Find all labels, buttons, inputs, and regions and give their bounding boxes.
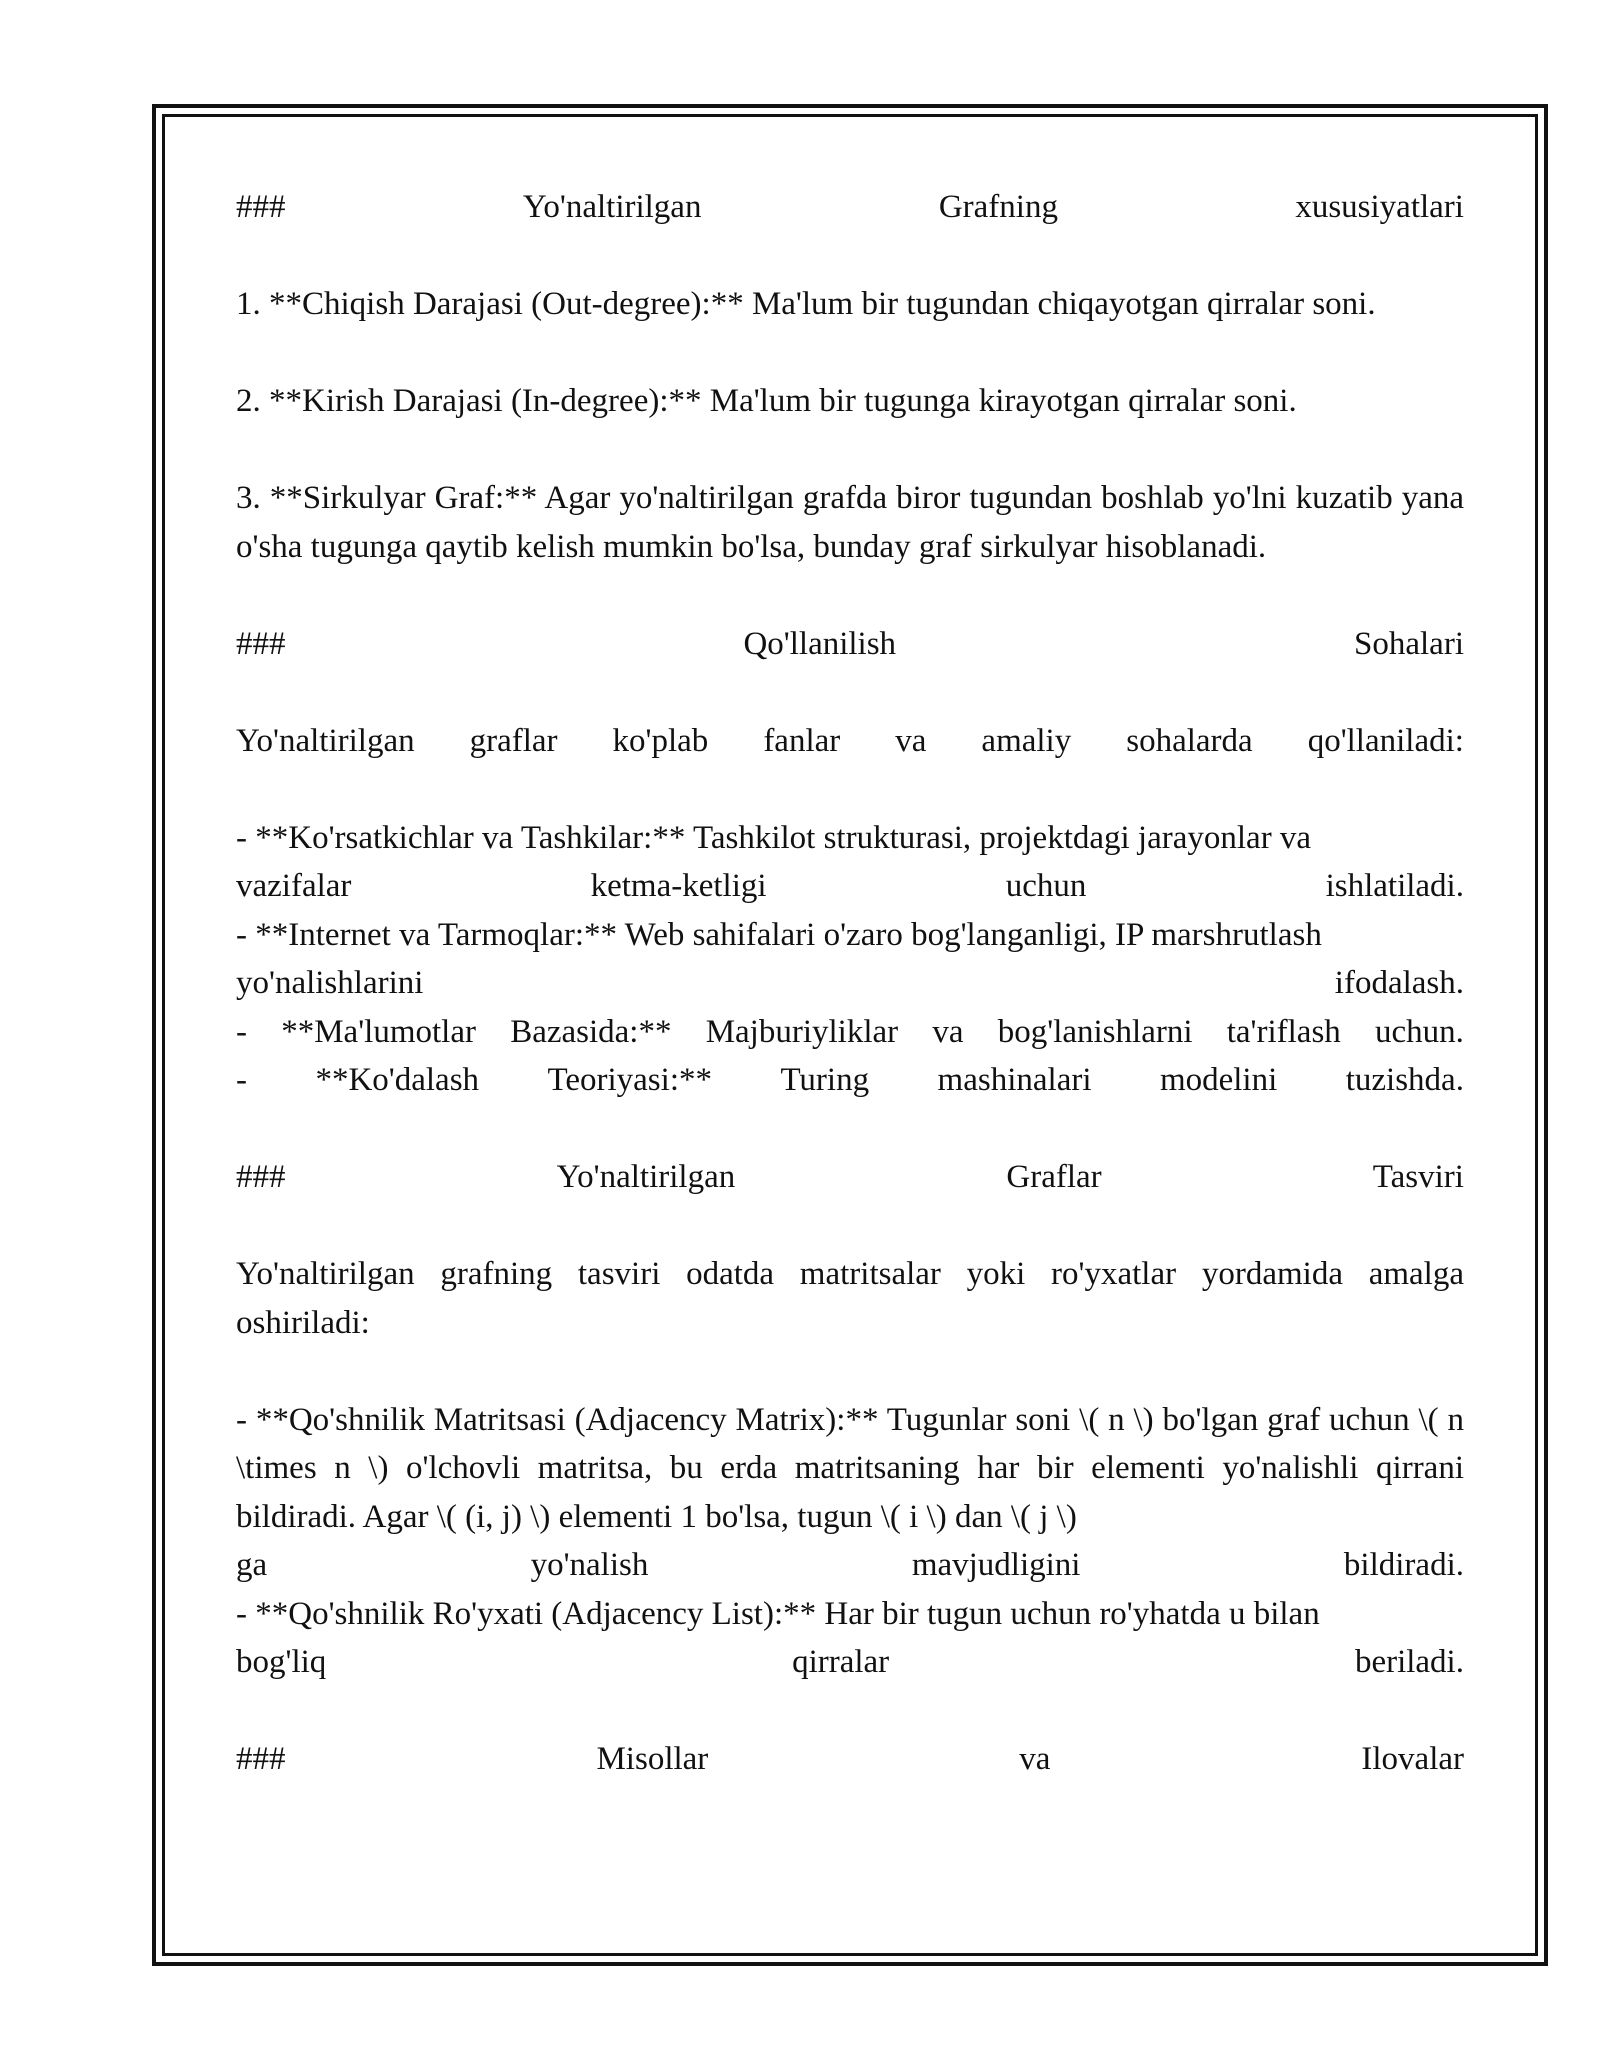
bullet-adjacency-matrix-last-line: [236, 1541, 1464, 1590]
heading-word: ###: [236, 1159, 286, 1195]
word: Majburiyliklar: [705, 1013, 899, 1050]
heading-word: Tasviri: [1372, 1159, 1464, 1195]
word: ga: [236, 1547, 268, 1583]
document-body: [236, 183, 1464, 1784]
word: ishlatiladi.: [1325, 868, 1464, 904]
heading-word: Grafning: [938, 189, 1058, 225]
word: amaliy: [981, 722, 1072, 759]
word: beriladi.: [1354, 1644, 1464, 1680]
list-item-out-degree: 1. **Chiqish Darajasi (Out-degree):** Ma'lum bir tugundan chiqayotgan qirralar soni.: [236, 286, 1376, 322]
word: Turing: [780, 1062, 870, 1098]
word: Bazasida:**: [510, 1013, 672, 1050]
bullet-database: [236, 1008, 1464, 1057]
list-item-circular-graph: 3. **Sirkulyar Graf:** Agar yo'naltirilgan grafda biror tugundan boshlab yo'lni kuzatib yana o'sha tugunga qaytib kelish mumkin bo'lsa, bunday graf sirkulyar hisoblanadi.: [236, 480, 1464, 565]
word: -: [236, 1062, 247, 1098]
word: Yo'naltirilgan: [236, 722, 415, 759]
word: vazifalar: [236, 868, 352, 904]
word: mashinalari: [937, 1062, 1092, 1098]
heading-word: ###: [236, 189, 286, 225]
word: ko'plab: [612, 722, 709, 759]
word: mavjudligini: [911, 1547, 1081, 1583]
heading-word: Qo'llanilish: [743, 625, 897, 662]
word: qo'llaniladi:: [1307, 722, 1464, 759]
bullet-indicators-line1: - **Ko'rsatkichlar va Tashkilar:** Tashkilot strukturasi, projektdagi jarayonlar va: [236, 819, 1312, 856]
list-item-in-degree: 2. **Kirish Darajasi (In-degree):** Ma'lum bir tugunga kirayotgan qirralar soni.: [236, 383, 1297, 419]
word: sohalarda: [1126, 722, 1253, 759]
word: bog'lanishlarni: [997, 1013, 1193, 1050]
section-heading-examples: [236, 1735, 1464, 1784]
heading-word: ###: [236, 1741, 286, 1777]
heading-word: xususiyatlari: [1295, 189, 1464, 225]
section-heading-properties: [236, 183, 1464, 232]
word: va: [895, 722, 927, 759]
word: uchun.: [1375, 1013, 1464, 1050]
word: yo'nalishlarini: [236, 965, 424, 1001]
word: fanlar: [763, 722, 841, 759]
representation-intro: Yo'naltirilgan grafning tasviri odatda matritsalar yoki ro'yxatlar yordamida amalga oshiriladi:: [236, 1256, 1464, 1341]
bullet-adjacency-list-line1: - **Qo'shnilik Ro'yxati (Adjacency List):** Har bir tugun uchun ro'yhatda u bilan: [236, 1595, 1320, 1632]
word: -: [236, 1013, 247, 1050]
heading-word: Sohalari: [1354, 625, 1464, 662]
word: ta'riflash: [1226, 1013, 1341, 1050]
word: Teoriyasi:**: [547, 1062, 712, 1098]
bullet-internet-line1: - **Internet va Tarmoqlar:** Web sahifalari o'zaro bog'langanligi, IP marshrutlash: [236, 916, 1322, 953]
word: yo'nalish: [530, 1547, 649, 1583]
heading-word: Yo'naltirilgan: [522, 189, 702, 225]
heading-word: ###: [236, 625, 286, 662]
word: tuzishda.: [1345, 1062, 1464, 1098]
word: bildiradi.: [1343, 1547, 1464, 1583]
bullet-coding-theory: [236, 1056, 1464, 1105]
heading-word: Misollar: [596, 1741, 709, 1777]
word: qirralar: [792, 1644, 890, 1680]
heading-word: Ilovalar: [1361, 1741, 1464, 1777]
heading-word: Graflar: [1006, 1159, 1102, 1195]
word: **Ma'lumotlar: [281, 1013, 476, 1050]
heading-word: Yo'naltirilgan: [556, 1159, 736, 1195]
bullet-internet-line2: [236, 959, 1464, 1008]
bullet-adjacency-matrix: - **Qo'shnilik Matritsasi (Adjacency Matrix):** Tugunlar soni \( n \) bo'lgan graf uchun \( n \times n \) o'lchovli matritsa, bu erda matritsaning har bir elementi yo'nalishli qirrani bildiradi. Agar \( (i, j) \) elementi 1 bo'lsa, tugun \( i \) dan \( j \): [236, 1401, 1464, 1535]
section-heading-applications: [236, 620, 1464, 669]
bullet-adjacency-list-line2: [236, 1638, 1464, 1687]
word: uchun: [1005, 868, 1087, 904]
word: modelini: [1159, 1062, 1278, 1098]
bullet-indicators-line2: [236, 862, 1464, 911]
word: graflar: [469, 722, 558, 759]
word: va: [932, 1013, 964, 1050]
word: ketma-ketligi: [590, 868, 767, 904]
section-heading-representation: [236, 1153, 1464, 1202]
applications-intro: [236, 717, 1464, 766]
word: ifodalash.: [1334, 965, 1464, 1001]
word: bog'liq: [236, 1644, 327, 1680]
heading-word: va: [1019, 1741, 1051, 1777]
word: **Ko'dalash: [315, 1062, 480, 1098]
